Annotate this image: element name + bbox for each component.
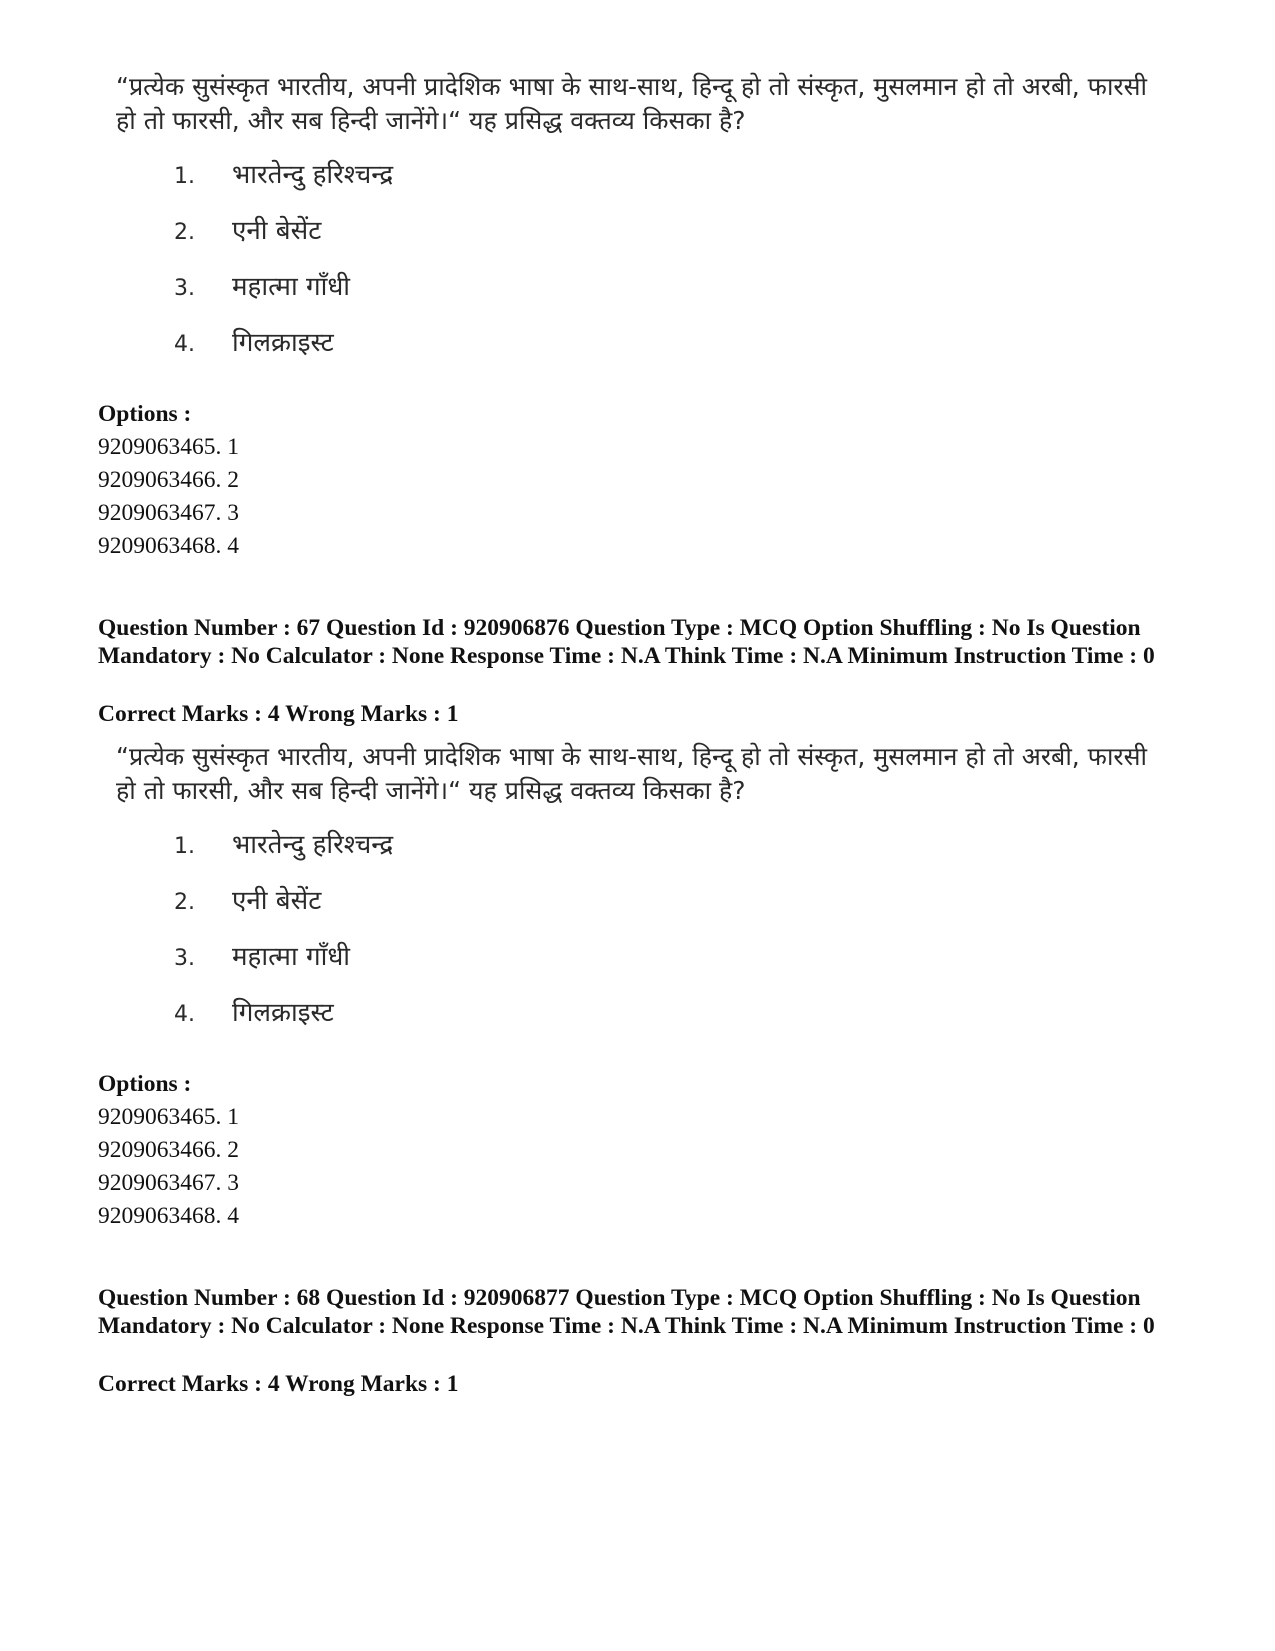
choice-1: 1. भारतेन्दु हरिश्चन्द्र xyxy=(174,160,394,190)
options-list-1 xyxy=(98,398,1208,563)
options-label: Options : xyxy=(98,401,192,427)
options-label: Options : xyxy=(98,1071,192,1097)
option-item: 9209063465. 1 xyxy=(98,1104,239,1130)
question-text: “प्रत्येक सुसंस्कृत भारतीय, अपनी प्रादेशिक भाषा के साथ-साथ, हिन्दू हो तो संस्कृत, मुसलमान हो तो अरबी, फारसी हो तो फारसी, और सब हिन्दी जानेंगे।“ यह प्रसिद्ध वक्तव्य किसका है? xyxy=(116,742,1148,805)
choice-1: 1. भारतेन्दु हरिश्चन्द्र xyxy=(174,830,394,860)
options-list-67 xyxy=(98,1068,1208,1233)
option-item: 9209063468. 4 xyxy=(98,1203,239,1229)
question-67-header: Question Number : 67 Question Id : 920906876 Question Type : MCQ Option Shuffling : No Is Question Mandatory : No Calculator : None Response Time : N.A Think Time : N.A Minimum Instruction Time : 0 xyxy=(98,615,1155,669)
question-text: “प्रत्येक सुसंस्कृत भारतीय, अपनी प्रादेशिक भाषा के साथ-साथ, हिन्दू हो तो संस्कृत, मुसलमान हो तो अरबी, फारसी हो तो फारसी, और सब हिन्दी जानेंगे।“ यह प्रसिद्ध वक्तव्य किसका है? xyxy=(116,72,1148,135)
choice-4: 4. गिलक्राइस्ट xyxy=(174,328,334,358)
option-item: 9209063466. 2 xyxy=(98,467,239,493)
choice-3: 3. महात्मा गाँधी xyxy=(174,942,351,972)
choice-2: 2. एनी बेसेंट xyxy=(174,216,322,246)
option-item: 9209063467. 3 xyxy=(98,1170,239,1196)
question-67-marks: Correct Marks : 4 Wrong Marks : 1 xyxy=(98,701,459,727)
choice-4: 4. गिलक्राइस्ट xyxy=(174,998,334,1028)
option-item: 9209063466. 2 xyxy=(98,1137,239,1163)
choice-3: 3. महात्मा गाँधी xyxy=(174,272,351,302)
option-item: 9209063465. 1 xyxy=(98,434,239,460)
option-item: 9209063467. 3 xyxy=(98,500,239,526)
question-68-marks: Correct Marks : 4 Wrong Marks : 1 xyxy=(98,1371,459,1397)
choice-2: 2. एनी बेसेंट xyxy=(174,886,322,916)
question-68-header: Question Number : 68 Question Id : 920906877 Question Type : MCQ Option Shuffling : No Is Question Mandatory : No Calculator : None Response Time : N.A Think Time : N.A Minimum Instruction Time : 0 xyxy=(98,1285,1155,1339)
option-item: 9209063468. 4 xyxy=(98,533,239,559)
